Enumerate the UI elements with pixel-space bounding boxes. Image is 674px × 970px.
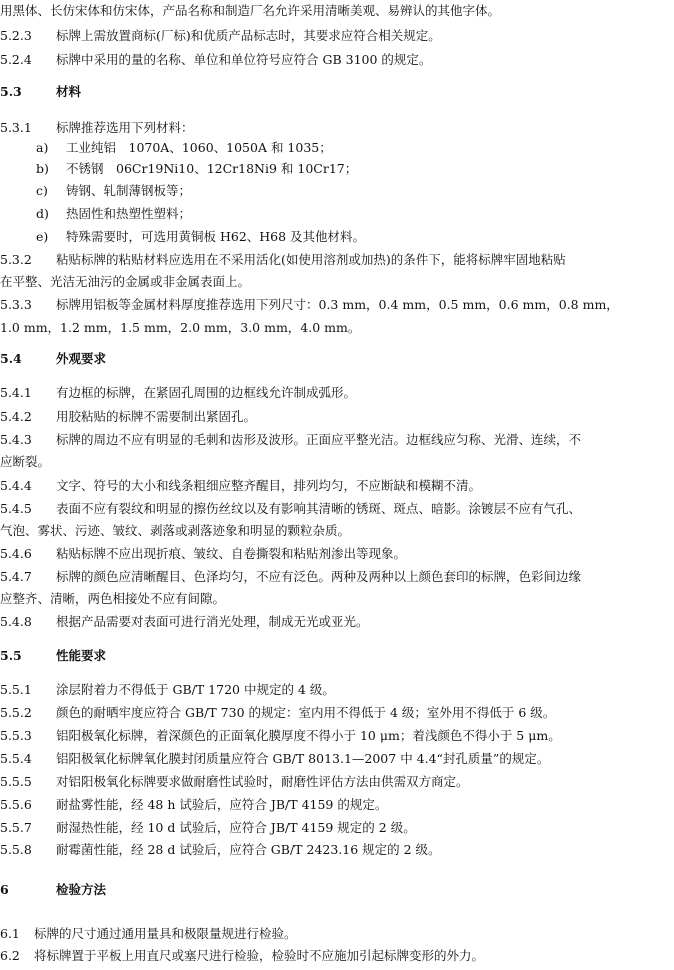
clause-5-4-3 (0, 431, 674, 449)
clause-5-4-1 (0, 384, 674, 402)
clause-text: 耐盐雾性能，经 48 h 试验后，应符合 JB/T 4159 的规定。 (56, 797, 388, 812)
clause-number: 5.5.8 (0, 842, 32, 857)
clause-5-5-8 (0, 841, 674, 859)
clause-number: 5.5.2 (0, 705, 32, 720)
clause-number: 5.5.7 (0, 820, 32, 835)
clause-5-3-3 (0, 296, 674, 314)
clause-5-4-6 (0, 545, 674, 563)
section-number: 5.4 (0, 351, 22, 366)
clause-text: 1.0 mm，1.2 mm，1.5 mm，2.0 mm，3.0 mm，4.0 mm。 (0, 320, 361, 335)
clause-5-2-3 (0, 27, 674, 45)
section-title: 检验方法 (56, 882, 107, 897)
paragraph-text: 用黑体、长仿宋体和仿宋体，产品名称和制造厂名允许采用清晰美观、易辨认的其他字体。 (0, 3, 501, 18)
clause-text: 将标牌置于平板上用直尺或塞尺进行检验，检验时不应施加引起标牌变形的外力。 (34, 948, 485, 963)
clause-text: 涂层附着力不得低于 GB/T 1720 中规定的 4 级。 (56, 682, 335, 697)
paragraph-continuation (0, 2, 674, 20)
section-heading-5-3 (0, 83, 674, 101)
clause-text: 标牌上需放置商标(厂标)和优质产品标志时，其要求应符合相关规定。 (56, 28, 441, 43)
list-item-e (36, 228, 674, 246)
clause-number: 5.4.5 (0, 501, 32, 516)
clause-number: 5.5.6 (0, 797, 32, 812)
list-text: 热固性和热塑性塑料； (66, 206, 192, 221)
clause-number: 5.5.3 (0, 728, 32, 743)
clause-number: 5.5.4 (0, 751, 32, 766)
section-title: 性能要求 (56, 648, 107, 663)
clause-number: 5.3.2 (0, 252, 32, 267)
clause-text: 在平整、光洁无油污的金属或非金属表面上。 (0, 274, 251, 289)
list-label: a) (36, 140, 49, 155)
section-heading-5-5 (0, 647, 674, 665)
list-item-b (36, 160, 674, 178)
list-item-c (36, 182, 674, 200)
clause-continuation (0, 590, 674, 608)
clause-number: 5.5.1 (0, 682, 32, 697)
clause-5-5-1 (0, 681, 674, 699)
clause-text: 标牌的周边不应有明显的毛刺和齿形及波形。正面应平整光洁。边框线应匀称、光滑、连续，不 (56, 432, 582, 447)
clause-text: 标牌的颜色应清晰醒目、色泽均匀，不应有泛色。两种及两种以上颜色套印的标牌，色彩间边缘 (56, 569, 582, 584)
clause-text: 耐湿热性能，经 10 d 试验后，应符合 JB/T 4159 规定的 2 级。 (56, 820, 416, 835)
clause-text: 对铝阳极氧化标牌要求做耐磨性试验时，耐磨性评估方法由供需双方商定。 (56, 774, 469, 789)
clause-text: 应断裂。 (0, 454, 51, 469)
clause-6-1 (0, 925, 674, 943)
clause-5-2-4 (0, 51, 674, 69)
clause-number: 5.4.1 (0, 385, 32, 400)
clause-text: 应整齐、清晰，两色相接处不应有间隙。 (0, 591, 226, 606)
list-label: b) (36, 161, 49, 176)
clause-number: 5.4.6 (0, 546, 32, 561)
clause-text: 气泡、雾状、污迹、皱纹、剥落或剥落迹象和明显的颗粒杂质。 (0, 523, 351, 538)
section-heading-5-4 (0, 350, 674, 368)
clause-number: 5.4.3 (0, 432, 32, 447)
clause-text: 粘贴标牌的粘贴材料应选用在不采用活化(如使用溶剂或加热)的条件下，能将标牌牢固地粘贴 (56, 252, 566, 267)
clause-number: 5.4.4 (0, 478, 32, 493)
clause-text: 有边框的标牌，在紧固孔周围的边框线允许制成弧形。 (56, 385, 357, 400)
list-label: c) (36, 183, 48, 198)
section-number: 5.5 (0, 648, 22, 663)
clause-text: 颜色的耐晒牢度应符合 GB/T 730 的规定：室内用不得低于 4 级；室外用不得低于 6 级。 (56, 705, 556, 720)
clause-5-4-8 (0, 613, 674, 631)
clause-text: 根据产品需要对表面可进行消光处理，制成无光或亚光。 (56, 614, 369, 629)
list-text: 不锈钢 06Cr19Ni10、12Cr18Ni9 和 10Cr17； (66, 161, 358, 176)
clause-text: 文字、符号的大小和线条粗细应整齐醒目，排列均匀，不应断缺和模糊不清。 (56, 478, 482, 493)
clause-5-5-4 (0, 750, 674, 768)
clause-text: 标牌的尺寸通过通用量具和极限量规进行检验。 (34, 926, 297, 941)
clause-number: 5.2.4 (0, 52, 32, 67)
list-text: 特殊需要时，可选用黄铜板 H62、H68 及其他材料。 (66, 229, 366, 244)
section-number: 6 (0, 882, 9, 897)
clause-continuation (0, 453, 674, 471)
clause-5-5-7 (0, 819, 674, 837)
clause-5-3-1 (0, 119, 674, 137)
section-title: 材料 (56, 84, 82, 99)
clause-text: 耐霉菌性能，经 28 d 试验后，应符合 GB/T 2423.16 规定的 2 级。 (56, 842, 441, 857)
list-text: 铸钢、轧制薄钢板等； (66, 183, 192, 198)
clause-5-5-3 (0, 727, 674, 745)
clause-number: 5.4.2 (0, 409, 32, 424)
section-number: 5.3 (0, 84, 22, 99)
clause-continuation (0, 273, 674, 291)
clause-5-5-5 (0, 773, 674, 791)
clause-6-2 (0, 947, 674, 965)
clause-number: 5.2.3 (0, 28, 32, 43)
list-text: 工业纯铝 1070A、1060、1050A 和 1035； (66, 140, 332, 155)
clause-text: 铝阳极氧化标牌氧化膜封闭质量应符合 GB/T 8013.1—2007 中 4.4“封孔质量”的规定。 (56, 751, 550, 766)
clause-5-4-5 (0, 500, 674, 518)
section-heading-6 (0, 881, 674, 899)
clause-number: 5.5.5 (0, 774, 32, 789)
list-item-d (36, 205, 674, 223)
clause-number: 5.4.7 (0, 569, 32, 584)
clause-text: 标牌中采用的量的名称、单位和单位符号应符合 GB 3100 的规定。 (56, 52, 432, 67)
clause-5-5-2 (0, 704, 674, 722)
clause-5-3-2 (0, 251, 674, 269)
clause-number: 5.3.3 (0, 297, 32, 312)
clause-5-4-4 (0, 477, 674, 495)
clause-text: 标牌推荐选用下列材料： (56, 120, 194, 135)
list-label: e) (36, 229, 49, 244)
clause-number: 6.2 (0, 948, 20, 963)
clause-continuation (0, 522, 674, 540)
clause-text: 用胶粘贴的标牌不需要制出紧固孔。 (56, 409, 257, 424)
clause-text: 表面不应有裂纹和明显的擦伤丝纹以及有影响其清晰的锈斑、斑点、暗影。涂镀层不应有气孔、 (56, 501, 582, 516)
list-label: d) (36, 206, 49, 221)
clause-number: 5.4.8 (0, 614, 32, 629)
clause-text: 粘贴标牌不应出现折痕、皱纹、自卷撕裂和粘贴剂渗出等现象。 (56, 546, 407, 561)
clause-number: 5.3.1 (0, 120, 32, 135)
clause-text: 铝阳极氧化标牌，着深颜色的正面氧化膜厚度不得小于 10 μm；着浅颜色不得小于 5 μm。 (56, 728, 561, 743)
clause-number: 6.1 (0, 926, 20, 941)
list-item-a (36, 139, 674, 157)
clause-5-5-6 (0, 796, 674, 814)
clause-5-4-2 (0, 408, 674, 426)
clause-continuation (0, 319, 674, 337)
section-title: 外观要求 (56, 351, 107, 366)
clause-text: 标牌用铝板等金属材料厚度推荐选用下列尺寸：0.3 mm，0.4 mm，0.5 mm，0.6 mm，0.8 mm， (56, 297, 619, 312)
clause-5-4-7 (0, 568, 674, 586)
